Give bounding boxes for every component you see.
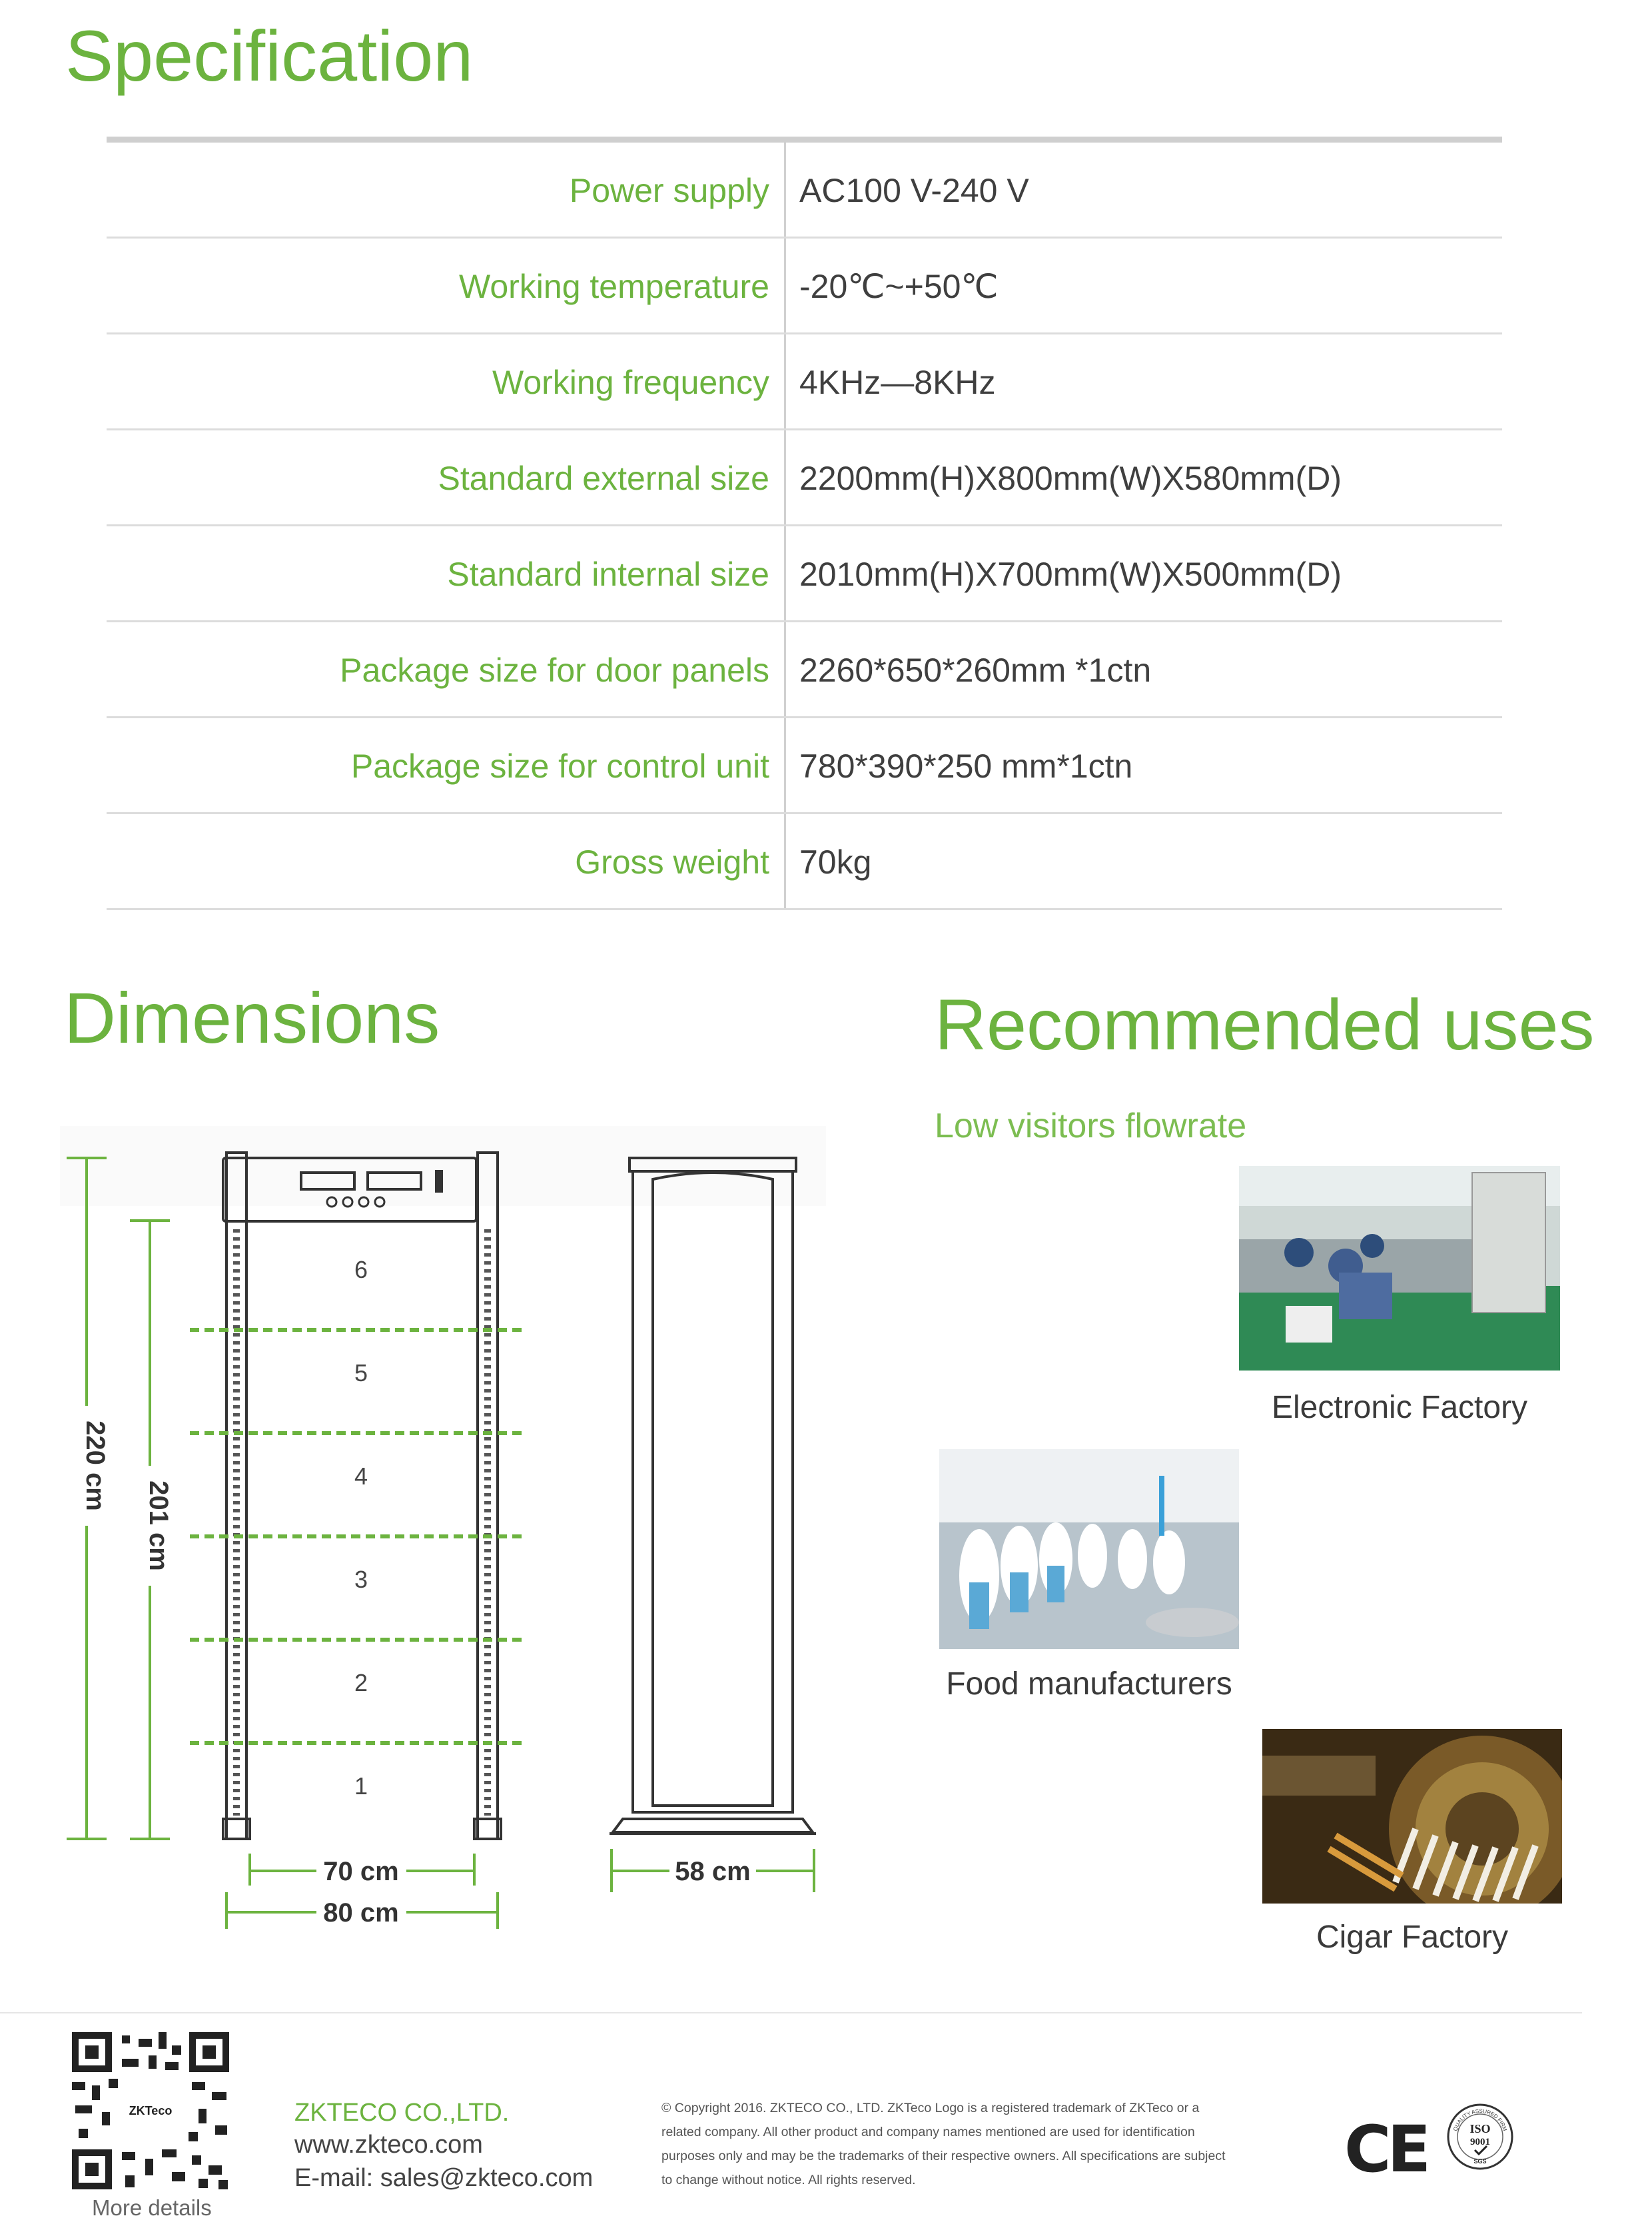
spec-row: [107, 430, 1502, 526]
dimensions-title: Dimensions: [64, 977, 440, 1058]
depth-label: 58 cm: [675, 1857, 751, 1886]
spec-value: 4KHz—8KHz: [799, 364, 996, 401]
spec-row: [107, 622, 1502, 718]
spec-row: [107, 239, 1502, 334]
iso-badge-number: 9001: [1470, 2137, 1490, 2147]
spec-row: [107, 334, 1502, 430]
spec-value: AC100 V-240 V: [799, 172, 1029, 209]
height-outer-dimension: [67, 1158, 110, 1839]
qr-code[interactable]: [72, 2032, 229, 2189]
ce-mark-icon: CE: [1344, 2112, 1428, 2187]
height-inner-dimension: [130, 1221, 173, 1839]
cigar-factory-photo: [1262, 1729, 1562, 1904]
height-inner-label: 201 cm: [144, 1480, 173, 1571]
iso-badge-title: ISO: [1469, 2122, 1491, 2135]
width-outer-dimension: [226, 1892, 498, 1929]
footer-divider: [0, 2012, 1582, 2013]
spec-value: -20℃~+50℃: [799, 268, 999, 305]
svg-text:ZKTeco: ZKTeco: [129, 2104, 173, 2117]
spec-label: Working frequency: [107, 334, 786, 428]
width-outer-label: 80 cm: [323, 1898, 399, 1928]
zone-label: 2: [354, 1669, 368, 1696]
recommended-uses-subtitle: Low visitors flowrate: [935, 1107, 1247, 1145]
spec-label: Power supply: [107, 143, 786, 237]
spec-label: Package size for control unit: [107, 718, 786, 812]
electronic-factory-caption: Electronic Factory: [1271, 1390, 1528, 1425]
spec-value: 70kg: [799, 843, 872, 881]
dimensions-diagram: [60, 1126, 833, 1952]
spec-value: 2260*650*260mm *1ctn: [799, 652, 1152, 689]
spec-row: [107, 143, 1502, 239]
iso-badge-certifier: SGS: [1473, 2158, 1487, 2165]
spec-row: [107, 526, 1502, 622]
specification-title: Specification: [65, 15, 474, 96]
spec-label: Gross weight: [107, 814, 786, 908]
diagram-background: [60, 1126, 826, 1206]
height-outer-label: 220 cm: [81, 1420, 110, 1511]
gate-side-view: [610, 1158, 816, 1834]
width-inner-label: 70 cm: [323, 1857, 399, 1886]
electronic-factory-photo: [1239, 1166, 1560, 1371]
spec-value: 2010mm(H)X700mm(W)X500mm(D): [799, 556, 1342, 593]
iso-9001-badge-icon: [1446, 2102, 1515, 2171]
spec-label: Standard internal size: [107, 526, 786, 620]
spec-value: 780*390*250 mm*1ctn: [799, 748, 1133, 785]
depth-dimension: [612, 1849, 814, 1892]
spec-label: Standard external size: [107, 430, 786, 524]
zone-label: 3: [354, 1566, 368, 1593]
spec-value: 2200mm(H)X800mm(W)X580mm(D): [799, 460, 1342, 497]
spec-row: [107, 718, 1502, 814]
zone-label: 6: [354, 1256, 368, 1283]
cigar-factory-caption: Cigar Factory: [1316, 1920, 1509, 1955]
specification-table: [107, 137, 1502, 910]
spec-label: Package size for door panels: [107, 622, 786, 716]
copyright-notice: © Copyright 2016. ZKTECO CO., LTD. ZKTeco Logo is a registered trademark of ZKTeco or a related company. All other product and company names mentioned are used for identification purposes only and may be the trademarks of their respective owners. All specifications are subject to change without notice. All rights reserved.: [661, 2101, 1226, 2187]
width-inner-dimension: [250, 1854, 474, 1886]
spec-label: Working temperature: [107, 239, 786, 332]
zone-label: 1: [354, 1772, 368, 1800]
recommended-uses-title: Recommended uses: [935, 984, 1595, 1065]
spec-row: [107, 814, 1502, 910]
company-email-link[interactable]: E-mail: sales@zkteco.com: [294, 2164, 594, 2192]
company-name: ZKTECO CO.,LTD.: [294, 2099, 510, 2127]
more-details-link[interactable]: More details: [92, 2195, 212, 2220]
zone-label: 4: [354, 1462, 368, 1490]
iso-badge-ring-text: QUALITY ASSURED FIRM: [1452, 2107, 1508, 2132]
food-factory-caption: Food manufacturers: [946, 1666, 1232, 1702]
company-website-link[interactable]: www.zkteco.com: [294, 2131, 483, 2159]
zone-label: 5: [354, 1359, 368, 1387]
food-factory-photo: [939, 1449, 1239, 1649]
